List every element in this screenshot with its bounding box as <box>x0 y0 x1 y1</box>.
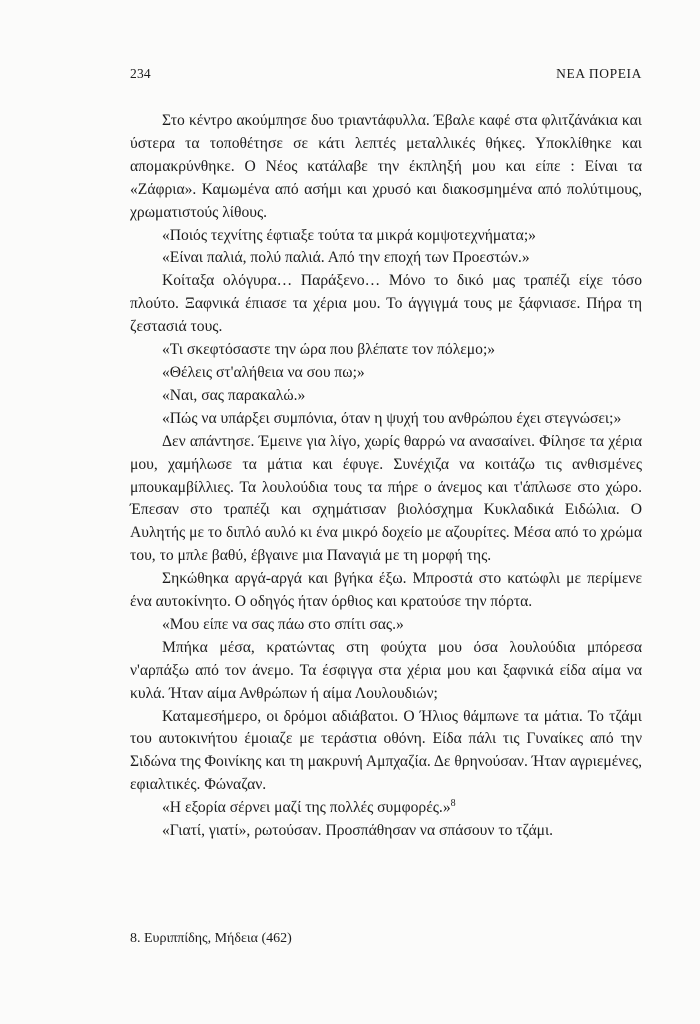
paragraph: Καταμεσήμερο, οι δρόμοι αδιάβατοι. Ο Ήλιος θάμπωνε τα μάτια. Το τζάμι του αυτοκινήτου έμοιαζε με τεράστια οθόνη. Είδα πάλι τις Γυναίκες από την Σιδώνα της Φοινίκης και τη μακρυνή Αμπχαζία. Δε θρηνούσαν. Ήταν αγριεμένες, εφιαλτικές. Φώναζαν. <box>130 707 642 794</box>
paragraph: Σηκώθηκα αργά-αργά και βγήκα έξω. Μπροστά στο κατώφλι με περίμενε ένα αυτοκίνητο. Ο οδηγός ήταν όρθιος και κρατούσε την πόρτα. <box>130 570 642 611</box>
running-title: ΝΕΑ ΠΟΡΕΙΑ <box>556 66 642 81</box>
paragraph: Κοίταξα ολόγυρα… Παράξενο… Μόνο το δικό μας τραπέζι είχε τόσο πλούτο. Ξαφνικά έπιασε τα χέρια μου. Το άγγιγμά τους με ξάφνιασε. Πήρα τη ζεστασιά τους. <box>130 272 642 336</box>
page-number: 234 <box>130 66 151 81</box>
dialogue-line: «Είναι παλιά, πολύ παλιά. Από την εποχή των Προεστών.» <box>162 249 530 267</box>
paragraph: Μπήκα μέσα, κρατώντας στη φούχτα μου όσα λουλούδια μπόρεσα ν'αρπάξω από τον άνεμο. Τα έσφιγγα στα χέρια μου και ξαφνικά είδα αίμα να κυλά. Ήταν αίμα Ανθρώπων ή αίμα Λουλουδιών; <box>130 638 642 702</box>
quotation-text: «Η εξορία σέρνει μαζί της πολλές συμφορές.» <box>162 799 451 817</box>
dialogue-line: «Γιατί, γιατί», ρωτούσαν. Προσπάθησαν να σπάσουν το τζάμι. <box>162 822 554 840</box>
page-header <box>130 66 642 86</box>
dialogue-line: «Μου είπε να σας πάω στο σπίτι σας.» <box>162 615 404 633</box>
paragraph: Στο κέντρο ακούμπησε δυο τριαντάφυλλα. Έβαλε καφέ στα φλιτζάνάκια και ύστερα τα τοποθέτησε σε κάτι λεπτές μεταλλικές θήκες. Υποκλίθηκε και απομακρύνθηκε. Ο Νέος κατάλαβε την έκπληξή μου και είπε : Είναι τα «Ζάφρια». Καμωμένα από ασήμι και χρυσό και διακοσμημένα από πολύτιμους, χρωματιστούς λίθους. <box>130 112 642 221</box>
footnote: 8. Ευριππίδης, Μήδεια (462) <box>130 931 292 946</box>
quotation-line <box>130 797 642 820</box>
dialogue-line: «Θέλεις στ'αλήθεια να σου πω;» <box>162 363 365 381</box>
dialogue-line: «Πώς να υπάρξει συμπόνια, όταν η ψυχή του ανθρώπου έχει στεγνώσει;» <box>162 409 622 427</box>
dialogue-line: «Τι σκεφτόσαστε την ώρα που βλέπατε τον πόλεμο;» <box>162 341 496 359</box>
body-text <box>130 110 642 843</box>
paragraph: Δεν απάντησε. Έμεινε για λίγο, χωρίς θαρρώ να ανασαίνει. Φίλησε τα χέρια μου, χαμήλωσε τα μάτια και έφυγε. Συνέχιζα να κοιτάζω τις ανθισμένες μπουκαμβίλλιες. Τα λουλούδια τους τα πήρε ο άνεμος και τ'άπλωσε στο χώρο. Έπεσαν στο τραπέζι και σχημάτισαν βιολόσχημα Κυκλαδικά Ειδώλια. Ο Αυλητής με το διπλό αυλό κι ένα μικρό δοχείο με αζουρίτες. Μέσα από το χρώμα του, το μπλε βαθύ, έβγαινε μια Παναγιά με τη μορφή της. <box>130 432 642 565</box>
dialogue-line: «Ποιός τεχνίτης έφτιαξε τούτα τα μικρά κομψοτεχνήματα;» <box>162 226 536 244</box>
dialogue-line: «Ναι, σας παρακαλώ.» <box>162 386 306 404</box>
footnote-marker: 8 <box>450 798 456 810</box>
